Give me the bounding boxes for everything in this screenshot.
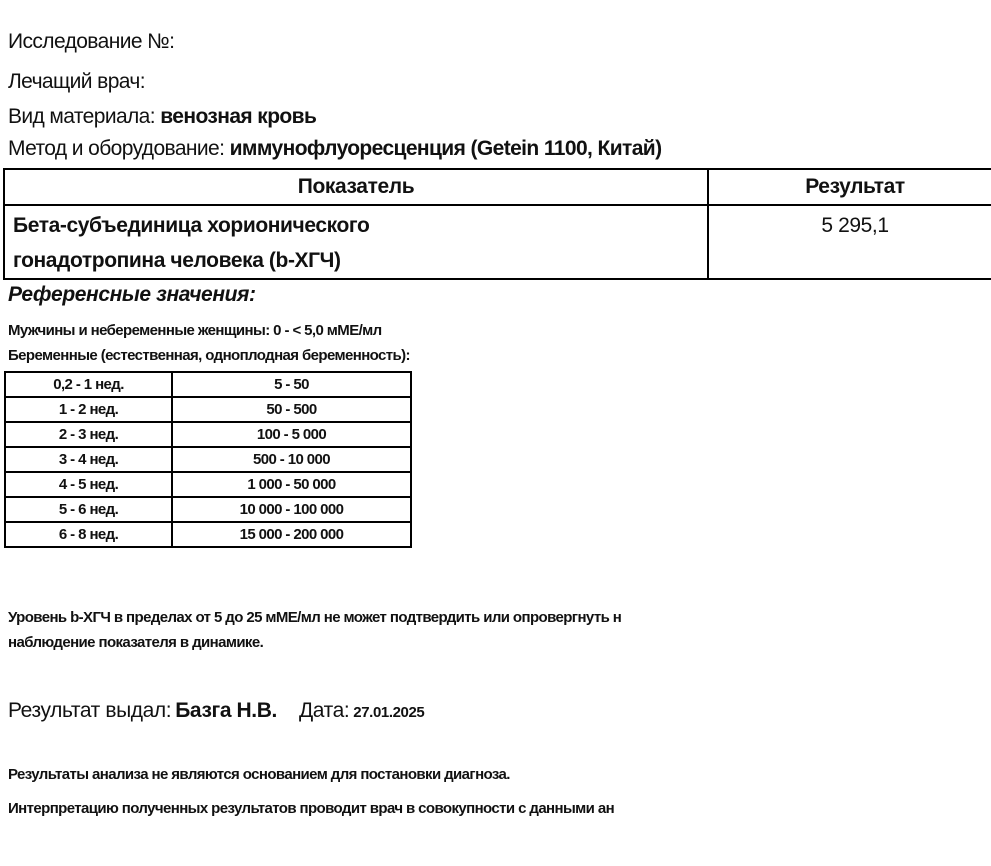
method-value: иммунофлуоресценция (Getein 1100, Китай) xyxy=(229,137,662,160)
reference-week: 1 - 2 нед. xyxy=(5,397,172,422)
reference-week: 5 - 6 нед. xyxy=(5,497,172,522)
reference-pregnant: Беременные (естественная, одноплодная беременность): xyxy=(8,347,410,364)
reference-note-line1: Уровень b-ХГЧ в пределах от 5 до 25 мМЕ/мл не может подтвердить или опровергнуть н xyxy=(8,609,622,626)
method-label: Метод и оборудование: xyxy=(8,137,225,160)
reference-range: 500 - 10 000 xyxy=(172,447,411,472)
reference-row xyxy=(5,422,411,447)
material-label: Вид материала: xyxy=(8,105,155,128)
result-column-header: Результат xyxy=(708,169,991,205)
results-header-row xyxy=(4,169,991,205)
study-number-label: Исследование №: xyxy=(8,30,175,53)
reference-week: 3 - 4 нед. xyxy=(5,447,172,472)
reference-title: Референсные значения: xyxy=(8,283,256,306)
issued-name: Базга Н.В. xyxy=(175,699,277,722)
doctor-label: Лечащий врач: xyxy=(8,70,145,93)
disclaimer-line1: Результаты анализа не являются основанием для постановки диагноза. xyxy=(8,766,510,783)
method-line xyxy=(8,137,662,161)
reference-row xyxy=(5,447,411,472)
reference-week: 6 - 8 нед. xyxy=(5,522,172,547)
reference-range: 10 000 - 100 000 xyxy=(172,497,411,522)
disclaimer-line2: Интерпретацию полученных результатов проводит врач в совокупности с данными ан xyxy=(8,800,615,817)
reference-week: 4 - 5 нед. xyxy=(5,472,172,497)
results-row xyxy=(4,205,991,279)
reference-row xyxy=(5,397,411,422)
reference-table xyxy=(4,371,412,548)
reference-range: 5 - 50 xyxy=(172,372,411,397)
reference-row xyxy=(5,522,411,547)
material-value: венозная кровь xyxy=(160,105,317,128)
date-value: 27.01.2025 xyxy=(353,704,425,721)
indicator-name-line2: гонадотропина человека (b-ХГЧ) xyxy=(13,249,341,272)
issued-by-line xyxy=(8,699,424,723)
results-table xyxy=(3,168,991,280)
date-label: Дата: xyxy=(298,699,350,722)
indicator-column-header: Показатель xyxy=(4,169,708,205)
reference-row xyxy=(5,372,411,397)
indicator-name-line1: Бета-субъединица хорионического xyxy=(13,214,370,237)
material-line xyxy=(8,105,316,129)
reference-range: 1 000 - 50 000 xyxy=(172,472,411,497)
indicator-name xyxy=(4,205,708,279)
result-value: 5 295,1 xyxy=(708,205,991,279)
reference-range: 50 - 500 xyxy=(172,397,411,422)
reference-range: 15 000 - 200 000 xyxy=(172,522,411,547)
reference-row xyxy=(5,472,411,497)
reference-week: 2 - 3 нед. xyxy=(5,422,172,447)
issued-label: Результат выдал: xyxy=(8,699,172,722)
reference-week: 0,2 - 1 нед. xyxy=(5,372,172,397)
reference-note-line2: наблюдение показателя в динамике. xyxy=(8,634,264,651)
reference-row xyxy=(5,497,411,522)
reference-men: Мужчины и небеременные женщины: 0 - < 5,0 мМЕ/мл xyxy=(8,322,382,339)
reference-range: 100 - 5 000 xyxy=(172,422,411,447)
